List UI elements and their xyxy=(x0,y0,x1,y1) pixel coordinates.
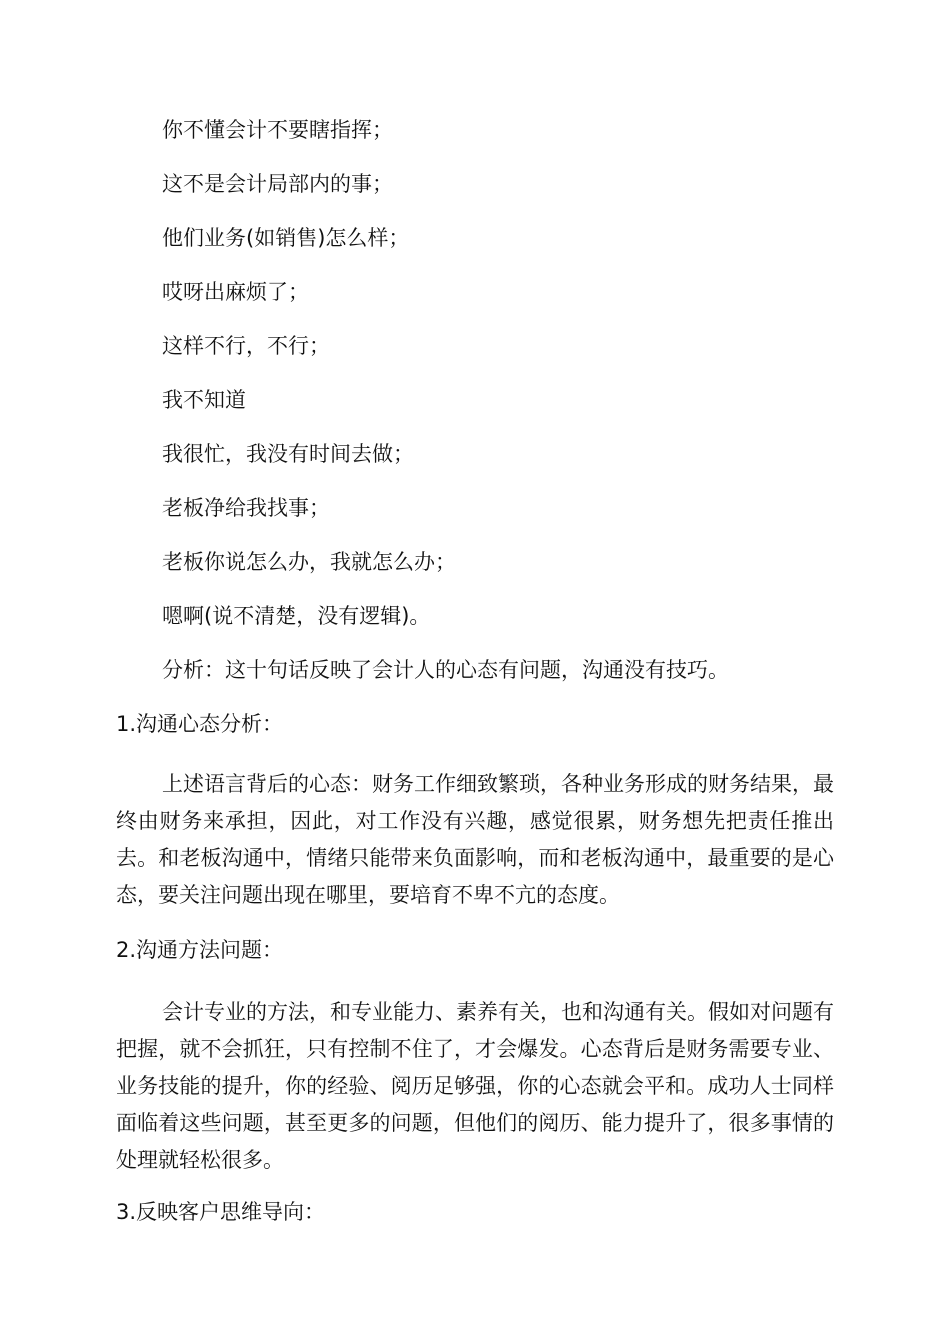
section-body-1: 上述语言背后的心态：财务工作细致繁琐，各种业务形成的财务结果，最终由财务来承担，因此，对工作没有兴趣，感觉很累，财务想先把责任推出去。和老板沟通中，情绪只能带来负面影响，而和老板沟通中，最重要的是心态，要关注问题出现在哪里，要培育不卑不亢的态度。 xyxy=(116,772,834,907)
quote-line-7: 我很忙，我没有时间去做； xyxy=(162,442,414,466)
quote-line-8: 老板净给我找事； xyxy=(162,496,330,520)
quote-line-5: 这样不行，不行； xyxy=(162,334,330,358)
section-heading-1: 1.沟通心态分析： xyxy=(116,712,284,736)
quote-line-9: 老板你说怎么办，我就怎么办； xyxy=(162,550,456,574)
analysis-paragraph: 分析：这十句话反映了会计人的心态有问题，沟通没有技巧。 xyxy=(162,658,729,682)
quote-line-6: 我不知道 xyxy=(162,388,246,412)
section-heading-2: 2.沟通方法问题： xyxy=(116,938,284,962)
quote-line-1: 你不懂会计不要瞎指挥； xyxy=(162,118,393,142)
section-body-2: 会计专业的方法，和专业能力、素养有关，也和沟通有关。假如对问题有把握，就不会抓狂，只有控制不住了，才会爆发。心态背后是财务需要专业、业务技能的提升，你的经验、阅历足够强，你的心态就会平和。成功人士同样面临着这些问题，甚至更多的问题，但他们的阅历、能力提升了，很多事情的处理就轻松很多。 xyxy=(116,1000,834,1172)
quote-line-10: 嗯啊(说不清楚，没有逻辑)。 xyxy=(162,604,431,628)
section-heading-3: 3.反映客户思维导向： xyxy=(116,1200,326,1224)
quote-line-4: 哎呀出麻烦了； xyxy=(162,280,309,304)
quote-line-3: 他们业务(如销售)怎么样； xyxy=(162,226,410,250)
quote-line-2: 这不是会计局部内的事； xyxy=(162,172,393,196)
